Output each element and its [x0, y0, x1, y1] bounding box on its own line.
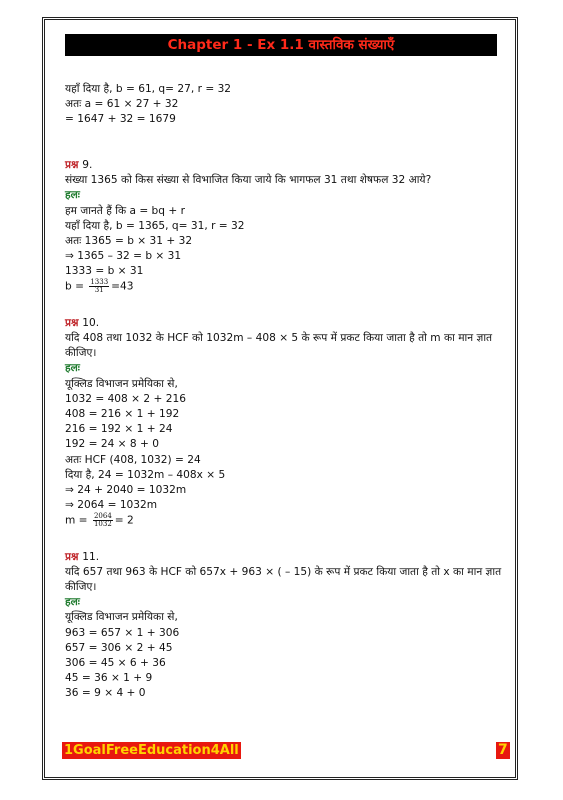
footer-brand: 1GoalFreeEducation4All: [64, 743, 239, 758]
text-line: अतः a = 61 × 27 + 32: [65, 98, 179, 111]
solution-line: 1032 = 408 × 2 + 216: [65, 392, 186, 405]
question-word: प्रश्न: [65, 316, 79, 329]
page-content: [65, 82, 505, 702]
fraction-numerator: 1333: [90, 278, 109, 287]
solution-line: 36 = 9 × 4 + 0: [65, 687, 146, 700]
solution-line: 192 = 24 × 8 + 0: [65, 438, 160, 451]
page-number: 7: [498, 742, 508, 758]
solution-label: हलः: [65, 596, 80, 609]
fraction-prefix: m =: [65, 514, 88, 527]
question-10-text: यदि 408 तथा 1032 के HCF को 1032m – 408 × 5 के रूप में प्रकट किया जाता है तो m का मान ज्ञात कीजिए।: [65, 332, 493, 360]
question-11-label: [65, 550, 505, 565]
fraction-numerator: 2064: [93, 512, 112, 521]
question-number: 9.: [82, 158, 93, 171]
solution-line: 657 = 306 × 2 + 45: [65, 641, 173, 654]
fraction-result: =43: [111, 280, 134, 293]
question-10-label: [65, 316, 505, 331]
question-word: प्रश्न: [65, 550, 79, 563]
solution-line: 306 = 45 × 6 + 36: [65, 657, 166, 670]
solution-line: अतः 1365 = b × 31 + 32: [65, 234, 193, 247]
fraction-prefix: b =: [65, 280, 84, 293]
fraction-line: [65, 513, 505, 528]
fraction-denominator: 31: [94, 286, 104, 295]
solution-line: 963 = 657 × 1 + 306: [65, 626, 180, 639]
question-9-text: संख्या 1365 को किस संख्या से विभाजित किया जाये कि भागफल 31 तथा शेषफल 32 आये?: [65, 174, 432, 187]
solution-line: अतः HCF (408, 1032) = 24: [65, 453, 201, 466]
solution-line: यूक्लिड विभाजन प्रमेयिका से,: [65, 377, 178, 390]
solution-line: ⇒ 24 + 2040 = 1032m: [65, 483, 187, 496]
solution-line: हम जानते हैं कि a = bq + r: [65, 204, 185, 217]
solution-line: 216 = 192 × 1 + 24: [65, 423, 173, 436]
question-number: 11.: [82, 550, 100, 563]
solution-line: 408 = 216 × 1 + 192: [65, 407, 180, 420]
solution-line: ⇒ 1365 – 32 = b × 31: [65, 250, 182, 263]
solution-line: ⇒ 2064 = 1032m: [65, 499, 158, 512]
question-9-label: [65, 158, 505, 173]
question-11-text: यदि 657 तथा 963 के HCF को 657x + 963 × ( – 15) के रूप में प्रकट किया जाता है तो x का मान ज्ञात कीजिए।: [65, 565, 502, 594]
fraction-denominator: 1032: [93, 520, 112, 529]
solution-line: यूक्लिड विभाजन प्रमेयिका से,: [65, 611, 178, 624]
text-line: = 1647 + 32 = 1679: [65, 113, 176, 126]
chapter-header: Chapter 1 - Ex 1.1 वास्तविक संख्याएँ: [65, 34, 497, 56]
solution-line: 45 = 36 × 1 + 9: [65, 672, 153, 685]
fraction-result: = 2: [114, 514, 134, 527]
question-number: 10.: [82, 316, 100, 329]
solution-line: यहाँ दिया है, b = 1365, q= 31, r = 32: [65, 219, 245, 232]
solution-line: 1333 = b × 31: [65, 265, 144, 278]
text-line: यहाँ दिया है, b = 61, q= 27, r = 32: [65, 83, 232, 95]
solution-label: हलः: [65, 362, 80, 375]
fraction-line: [65, 279, 505, 294]
fraction: [89, 279, 109, 294]
question-word: प्रश्न: [65, 158, 79, 171]
fraction: [93, 513, 113, 528]
solution-line: दिया है, 24 = 1032m – 408x × 5: [65, 468, 226, 481]
solution-label: हलः: [65, 189, 80, 202]
